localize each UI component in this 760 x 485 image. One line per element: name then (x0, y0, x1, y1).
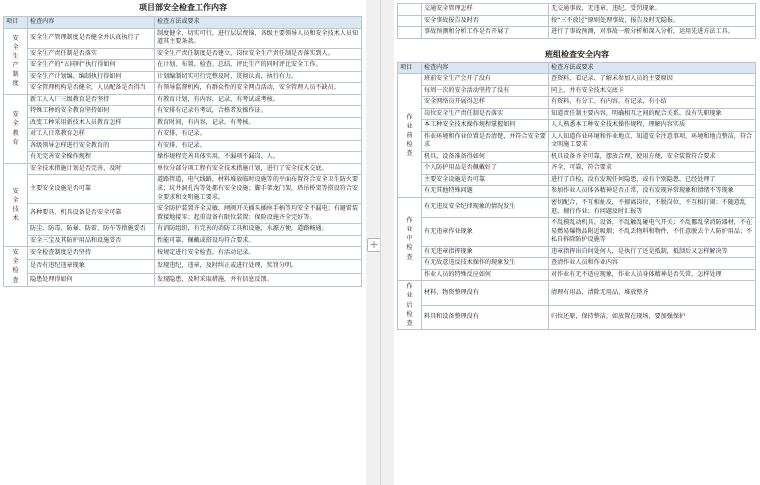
category-cell (4, 163, 28, 246)
check-content-cell: 安全管理机构是否健全，人员配备是否得当 (28, 83, 155, 95)
table-row (398, 218, 756, 247)
check-method-cell: 清理有用品，清除无用品，堆放整齐 (549, 281, 756, 306)
check-content-cell: 机具、设备准备得如何 (422, 151, 549, 163)
table-row (4, 94, 362, 106)
category-cell (4, 28, 28, 94)
check-content-cell: 安全生产的“五同时”执行得如何 (28, 60, 155, 72)
check-content-cell: 本工种安全技术操作规程掌握如何 (422, 120, 549, 132)
check-method-cell: 有教育计划，有内容，记录，有考试或考核。 (155, 94, 362, 106)
category-label: 安全生产制度 (12, 34, 19, 88)
category-label: 安全检查 (12, 249, 19, 284)
check-method-cell: 进行了事故预测，对事故一般分析和深入分析，运用先进方法工具。 (549, 27, 756, 39)
check-content-cell: 安全检查制度是否坚持 (28, 247, 155, 260)
check-method-cell: 人人知道作业环境和作业地点，知道安全注意事项，环境和地点整洁，符合文明施工要求 (549, 131, 756, 151)
check-content-cell: 班前安全生产会开了没有 (422, 74, 549, 86)
check-content-cell: 安全事故报告及时否 (422, 15, 549, 27)
check-content-cell: 改变工种采用新技术人员教育怎样 (28, 117, 155, 129)
check-content-cell: 作业人员的特殊反应如何 (422, 269, 549, 281)
check-content-cell: 安全生产计划编、编制执行得如何 (28, 71, 155, 83)
check-method-cell: 机具设备齐全可靠，摆放合理，使用方便，安全装置符合要求 (549, 151, 756, 163)
check-method-cell: 查资料、看记录、了解未参加人员的主要原因 (549, 74, 756, 86)
check-method-cell: 有领导监督机构，有群众性的安全网点活动，安全管理人员不缺员。 (155, 83, 362, 95)
check-content-cell: 特殊工种的安全教育坚持如何 (28, 106, 155, 118)
check-method-cell: 有安排、有记录。 (155, 140, 362, 152)
category-label: 作业前检查 (406, 113, 413, 158)
check-content-cell: 隐患处理得如何 (28, 273, 155, 286)
check-method-cell: 教育时间，有内容，记录，有考核。 (155, 117, 362, 129)
category-cell (398, 74, 422, 198)
table-row (4, 224, 362, 236)
right-document-page (394, 0, 760, 485)
table-row (4, 28, 362, 48)
check-content-cell: 各种要具、机具设备是否安全可靠 (28, 204, 155, 224)
check-method-cell: 对作业有无不适应现象，作业人员身体精神是否失常，怎样处理 (549, 269, 756, 281)
table-row (4, 235, 362, 247)
table-row (4, 140, 362, 152)
table-row (398, 74, 756, 86)
check-content-cell: 防尘、防毒、防暴、防雷、防车等措施妥否 (28, 224, 155, 236)
check-method-cell: 归位还原，保持整洁，如放置在现场，要加强保护 (549, 305, 756, 330)
check-method-cell: 密切配合，不互相扯皮，不擅离岗位，不脱岗位，不互相打闹；不随意乱逛、擅行作业；有问题及时汇报等 (549, 197, 756, 217)
table-row (4, 273, 362, 286)
check-method-cell: 道路管道，电气线路，材料堆放临时设施等的平面布置符合安全卫生防火要求；坑井洞孔沟等处都有安全设施；脚手架龙门架，塔吊桥架等搭设符合安全要求和文明施工要求。 (155, 175, 362, 204)
team-inspection-table (397, 62, 756, 331)
check-content-cell: 每周一次的安全活动坚持了没有 (422, 85, 549, 97)
table-row (4, 48, 362, 60)
table-row (4, 129, 362, 141)
header-method: 检查方法或要求 (155, 17, 362, 29)
check-content-cell: 有无违章作业现象 (422, 218, 549, 247)
table-row (4, 106, 362, 118)
table-row (4, 247, 362, 260)
header-item: 项目 (4, 17, 28, 29)
table-row (398, 97, 756, 109)
header-item: 项目 (398, 62, 422, 74)
header-content: 检查内容 (28, 17, 155, 29)
right-continued-table (397, 3, 756, 39)
category-cell (4, 94, 28, 163)
check-content-cell: 作业环境和作业位置是否清楚，并符合安全要求 (422, 131, 549, 151)
category-cell (398, 197, 422, 280)
category-label: 安全技术 (12, 187, 19, 222)
check-method-cell: 发现隐患，及时采取措施，并有信息反馈。 (155, 273, 362, 286)
right-doc-title: 班组检查安全内容 (545, 49, 609, 59)
table-row (398, 174, 756, 186)
left-doc-title: 项目部安全检查工作内容 (139, 3, 227, 12)
check-method-cell: 计划编制切实可行完整及时，贯彻认真，执行有力。 (155, 71, 362, 83)
check-method-cell: 单位分部分项工程有安全技术措施计划，进行了安全技术交底。 (155, 163, 362, 175)
check-content-cell: 安全网络员开展得怎样 (422, 97, 549, 109)
check-method-cell: 违章指挥出自何处何人，是执行了还是抵制，抵制后又怎样解决等 (549, 246, 756, 258)
table-row (398, 131, 756, 151)
check-content-cell: 主要安全设施是否可靠 (28, 175, 155, 204)
check-method-cell: 安全生产责任制度是否建立，岗位安全生产责任制是否落实到人。 (155, 48, 362, 60)
category-cell (398, 4, 422, 16)
check-content-cell: 安全三宝及其防护用品和设施妥否 (28, 235, 155, 247)
table-row (398, 186, 756, 198)
category-cell (398, 15, 422, 27)
check-method-cell: 有安排、有记录。 (155, 129, 362, 141)
check-content-cell: 对工人日常教育怎样 (28, 129, 155, 141)
table-row (398, 85, 756, 97)
table-row (398, 258, 756, 270)
table-row (4, 204, 362, 224)
category-cell (398, 27, 422, 39)
table-row (398, 15, 756, 27)
table-row (4, 117, 362, 129)
check-content-cell: 有无其他特殊问题 (422, 186, 549, 198)
add-page-button[interactable]: + (367, 238, 381, 252)
check-content-cell: 主要安全设施是否可靠 (422, 174, 549, 186)
check-method-cell: 在计划、布置、检查、总结、评比生产的同时评比安全工作。 (155, 60, 362, 72)
check-content-cell: 是否有违纪违章现象 (28, 260, 155, 273)
page-divider (380, 0, 381, 485)
check-method-cell: 有消防组织，有完善的消防工具和设施，水源方便，道路畅通。 (155, 224, 362, 236)
check-method-cell: 有安排有记录有考试，合格者发操作证。 (155, 106, 362, 118)
check-method-cell: 有资料、有分工、有内容、有记录、有小结 (549, 97, 756, 109)
check-content-cell: 个人防护用品是否佩戴好了 (422, 163, 549, 175)
check-method-cell: 参加作业人员体各精神是否正常，没有发现异常现象和情绪不等现象 (549, 186, 756, 198)
check-method-cell: 同上，并有安全技术交底卡 (549, 85, 756, 97)
check-content-cell: 安全生产责任制是否落实 (28, 48, 155, 60)
check-content-cell: 新工人入厂三级教育是否坚持 (28, 94, 155, 106)
check-method-cell: 进行了自检，没有发现任何隐患，或有个别隐患，已经处理了 (549, 174, 756, 186)
check-method-cell: 操作规程完善具体实用，不漏项不漏岗、人。 (155, 152, 362, 164)
check-method-cell: 齐全，可靠，符合要求 (549, 163, 756, 175)
table-row (398, 151, 756, 163)
table-row (4, 175, 362, 204)
check-content-cell: 材料、物资整理没有 (422, 281, 549, 306)
left-document-page (0, 0, 366, 485)
check-method-cell: 无交通事故，无违章、违纪、受罚现象。 (549, 4, 756, 16)
table-row (398, 269, 756, 281)
table-header-row (4, 17, 362, 29)
check-content-cell: 有无违反安全纪律现象的情况发生 (422, 197, 549, 217)
table-row (398, 27, 756, 39)
check-content-cell: 安全技术措施计划是否完善、及时 (28, 163, 155, 175)
check-content-cell: 交通安全管理怎样 (422, 4, 549, 16)
table-row (4, 60, 362, 72)
table-header-row (398, 62, 756, 74)
table-row (4, 260, 362, 273)
check-content-cell: 有无违章指挥现象 (422, 246, 549, 258)
check-method-cell: 按规定进行安全检查，有活动记录。 (155, 247, 362, 260)
table-row (4, 71, 362, 83)
check-method-cell: 安全防护装置齐全灵敏、闸阀开关插头插座手柄等均安全不漏电；有避雷装置接地接零；起重设备有限位装置；保险设施齐全完好等。 (155, 204, 362, 224)
category-label: 作业中检查 (406, 217, 413, 261)
category-label: 作业后检查 (406, 283, 413, 327)
table-row (4, 163, 362, 175)
check-content-cell: 事故预测和分析工作是否开展了 (422, 27, 549, 39)
header-content: 检查内容 (422, 62, 549, 74)
table-row (398, 281, 756, 306)
check-content-cell: 各级领导怎样进行安全教育的 (28, 140, 155, 152)
check-method-cell: 制度健全，切实可行，进行层层费锦，各级主要领导人员和安全技术人员知道其主要条款。 (155, 28, 362, 48)
table-row (398, 197, 756, 217)
table-row (398, 163, 756, 175)
check-content-cell: 料具和设备整理没有 (422, 305, 549, 330)
category-label: 安全教育 (12, 111, 19, 146)
table-row (398, 108, 756, 120)
category-cell (398, 281, 422, 330)
check-content-cell: 有无故意违反技术操作的现象发生 (422, 258, 549, 270)
check-method-cell: 发现违纪，违章，及时纠正或进行处理，奖罚分明。 (155, 260, 362, 273)
check-method-cell: 知道责任制主要内容，明确相互之间的配合关系，没有失职现象 (549, 108, 756, 120)
table-row (398, 305, 756, 330)
check-content-cell: 岗位安全生产责任制是否落实 (422, 108, 549, 120)
left-inspection-table (3, 16, 362, 287)
table-row (398, 4, 756, 16)
check-method-cell: 人人熟悉本工种安全技术操作规程，理解内容实质 (549, 120, 756, 132)
check-method-cell: 不乱摸乱动机具、设备，不乱触乱碰电气开关；不乱挪乱拿消防器材，不在易燃易爆物品附近吸烟；不乱丢物料和物件，不任意脱去个人防护用品；不私自拆除防护设施等 (549, 218, 756, 247)
category-cell (4, 247, 28, 287)
check-method-cell: 性能可靠，佩戴或搭设均符合要求。 (155, 235, 362, 247)
check-content-cell: 有无完善安全操作规程 (28, 152, 155, 164)
check-method-cell: 查清作业人员和作业内容 (549, 258, 756, 270)
check-method-cell: 按“三不放过”原则处理事故，报告及时无隐报。 (549, 15, 756, 27)
table-row (4, 152, 362, 164)
table-row (398, 246, 756, 258)
header-method: 检查方法或要求 (549, 62, 756, 74)
check-content-cell: 安全生产管理制度是否健全并认真执行了 (28, 28, 155, 48)
table-row (4, 83, 362, 95)
table-row (398, 120, 756, 132)
